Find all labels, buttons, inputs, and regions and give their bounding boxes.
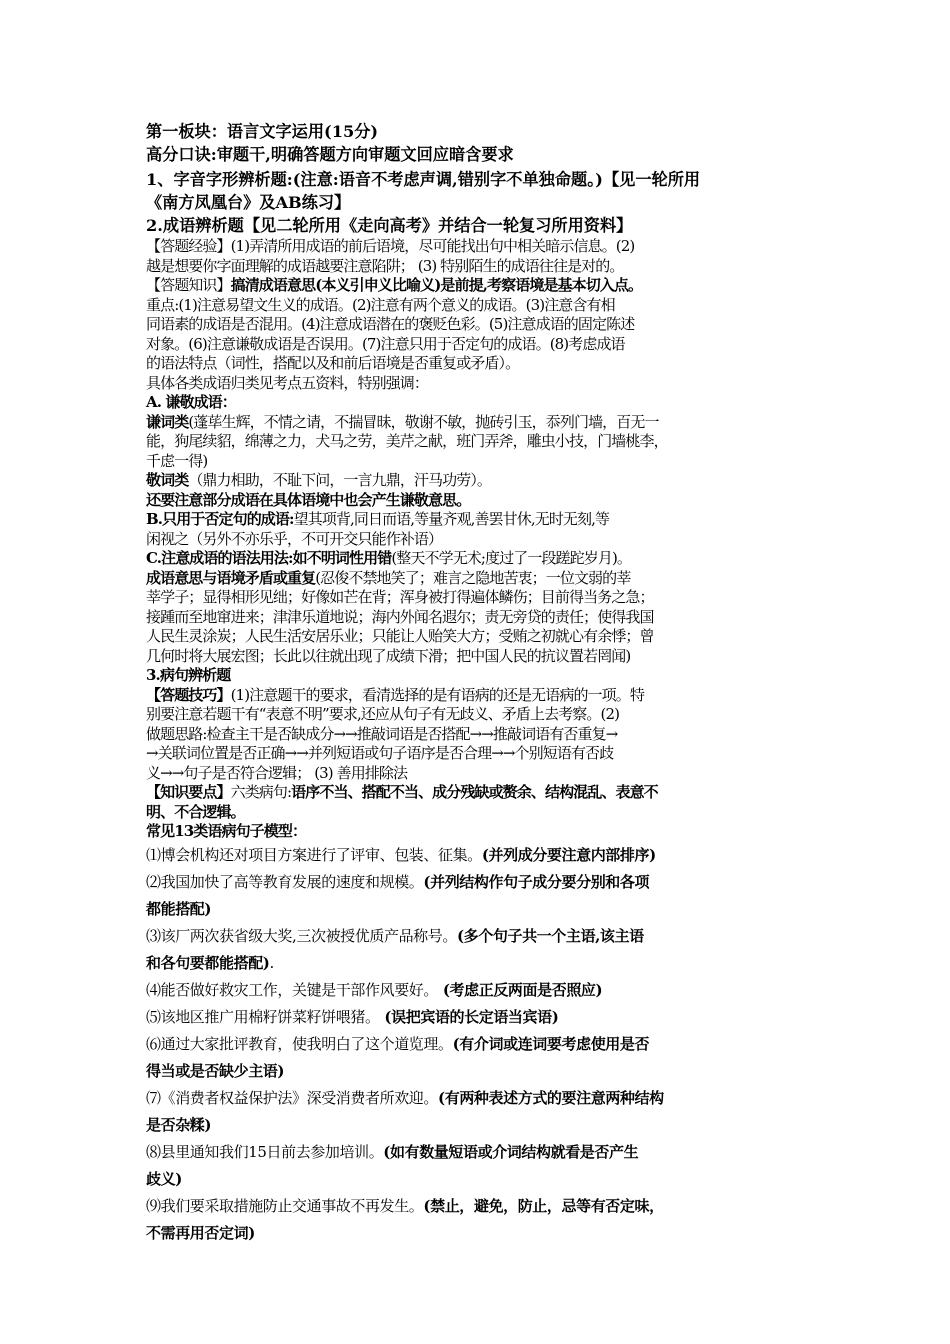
paragraph-line: 接踵而至地窜进来；津津乐道地说；海内外闻名遐尔；责无旁贷的责任；使得我国: [146, 607, 654, 626]
model-item-cont: 和各句要都能搭配).: [146, 953, 274, 972]
paragraph-line: 闲视之（另外不亦乐乎，不可开交只能作补语）: [146, 529, 443, 548]
paragraph-line: B.只用于否定句的成语:望其项背,同日而语,等量齐观,善罢甘休,无时无刻,等: [146, 510, 610, 528]
paragraph-line: 同语素的成语是否混用。(4)注意成语潜在的褒贬色彩。(5)注意成语的固定陈述: [146, 315, 635, 333]
paragraph-line: 【答题知识】搞清成语意思(本义引申义比喻义)是前提,考察语境是基本切入点。: [146, 276, 643, 294]
item-3-heading: 3.病句辨析题: [146, 666, 231, 684]
paragraph-line: 人民生灵涂炭；人民生活安居乐业；只能让人贻笑大方；受贿之初就心有余悸；曾: [146, 627, 654, 645]
model-item-cont: 歧义): [146, 1169, 182, 1188]
paragraph-line: 对象。(6)注意谦敬成语是否误用。(7)注意只用于否定句的成语。(8)考虑成语: [146, 334, 625, 353]
paragraph-line: 重点:(1)注意易望文生义的成语。(2)注意有两个意义的成语。(3)注意含有相: [146, 295, 615, 314]
model-item-cont: 得当或是否缺少主语): [146, 1061, 285, 1080]
paragraph-line: 明、不合逻辑。: [146, 802, 245, 821]
paragraph-line: 【答题技巧】(1)注意题干的要求，看清选择的是有语病的还是无语病的一项。特: [146, 685, 644, 704]
model-item-cont: 不需再用否定词): [146, 1223, 255, 1242]
model-item-cont: 都能搭配): [146, 899, 212, 918]
paragraph-line: C.注意成语的语法用法:如不明词性用错(整天不学无术;度过了一段蹉跎岁月)。: [146, 549, 632, 567]
paragraph-line: 千虑一得): [146, 451, 208, 470]
model-item: ⑻县里通知我们15日前去参加培训。(如有数量短语或介词结构就看是否产生: [146, 1142, 639, 1161]
paragraph-line: 做题思路:检查主干是否缺成分→→推敲词语是否搭配→→推敲词语有否重复→: [146, 724, 618, 743]
item-1-heading-cont: 《南方凤凰台》及AB练习】: [146, 193, 351, 212]
model-item: ⑸该地区推广用棉籽饼菜籽饼喂猪。 (误把宾语的长定语当宾语): [146, 1007, 559, 1026]
paragraph-line: 几何时将大展宏图；长此以往就出现了成绩下滑；把中国人民的抗议置若罔闻): [146, 646, 631, 665]
paragraph-line: 【答题经验】(1)弄清所用成语的前后语境，尽可能找出句中相关暗示信息。(2): [146, 237, 635, 255]
model-item: ⑴博会机构还对项目方案进行了评审、包装、征集。(并列成分要注意内部排序): [146, 845, 656, 864]
model-item: ⑹通过大家批评教育，使我明白了这个道览理。(有介词或连词要考虑使用是否: [146, 1034, 650, 1053]
section-title: 第一板块：语言文字运用(15分): [146, 122, 379, 141]
paragraph-line: 还要注意部分成语在具体语境中也会产生谦敬意思。: [146, 490, 471, 509]
paragraph-line: 成语意思与语境矛盾或重复(忍俊不禁地笑了；难言之隐地苦衷；一位文弱的莘: [146, 568, 631, 587]
paragraph-line: 能，狗尾续貂，绵薄之力，犬马之劳，美芹之献，班门弄斧，雕虫小技，门墙桃李，: [146, 432, 668, 450]
paragraph-line: 敬词类（鼎力相助，不耻下问，一言九鼎，汗马功劳）。: [146, 471, 492, 489]
model-item: ⑷能否做好救灾工作，关键是干部作风要好。 (考虑正反两面是否照应): [146, 980, 603, 999]
tip-slogan: 高分口诀:审题干,明确答题方向审题文回应暗含要求: [146, 145, 514, 164]
model-item: ⑼我们要采取措施防止交通事故不再发生。(禁止，避免，防止，忌等有否定味，: [146, 1196, 664, 1215]
document-body: [146, 120, 811, 1247]
paragraph-line: →关联词位置是否正确→→并列短语或句子语序是否合理→→个别短语有否歧: [146, 744, 614, 762]
paragraph-line: 具体各类成语归类见考点五资料，特别强调：: [146, 373, 429, 392]
paragraph-line: 的语法特点（词性，搭配以及和前后语境是否重复或矛盾）。: [146, 354, 520, 372]
paragraph-line: 义→→句子是否符合逻辑； (3) 善用排除法: [146, 763, 408, 782]
subheading-a: A. 谦敬成语：: [146, 393, 236, 411]
model-item: ⑵我国加快了高等教育发展的速度和规模。(并列结构作句子成分要分别和各项: [146, 872, 650, 891]
item-2-heading: 2.成语辨析题【见二轮所用《走向高考》并结合一轮复习所用资料】: [146, 216, 633, 235]
item-1-heading: 1、字音字形辨析题:(注意:语音不考虑声调,错别字不单独命题。)【见一轮所用: [146, 170, 701, 189]
paragraph-line: 越是想要你字面理解的成语越要注意陷阱； (3) 特别陌生的成语往往是对的。: [146, 256, 624, 275]
paragraph-line: 【知识要点】六类病句:语序不当、搭配不当、成分残缺或赘余、结构混乱、表意不: [146, 783, 658, 801]
model-item: ⑶该厂两次获省级大奖,三次被授优质产品称号。(多个句子共一个主语,该主语: [146, 926, 644, 945]
model-item-cont: 是否杂糅): [146, 1115, 212, 1134]
paragraph-line: 谦词类(蓬荜生辉，不情之请，不揣冒昧，敬谢不敏，抛砖引玉，忝列门墙，百无一: [146, 412, 659, 431]
model-list-heading: 常见13类语病句子模型：: [146, 822, 307, 840]
model-item: ⑺《消费者权益保护法》深受消费者所欢迎。(有两种表述方式的要注意两种结构: [146, 1088, 664, 1107]
paragraph-line: 莘学子；显得相形见绌；好像如芒在背；浑身被打得遍体鳞伤；目前得当务之急；: [146, 588, 654, 606]
paragraph-line: 别要注意若题干有“表意不明”要求,还应从句子有无歧义、矛盾上去考察。(2): [146, 705, 620, 723]
